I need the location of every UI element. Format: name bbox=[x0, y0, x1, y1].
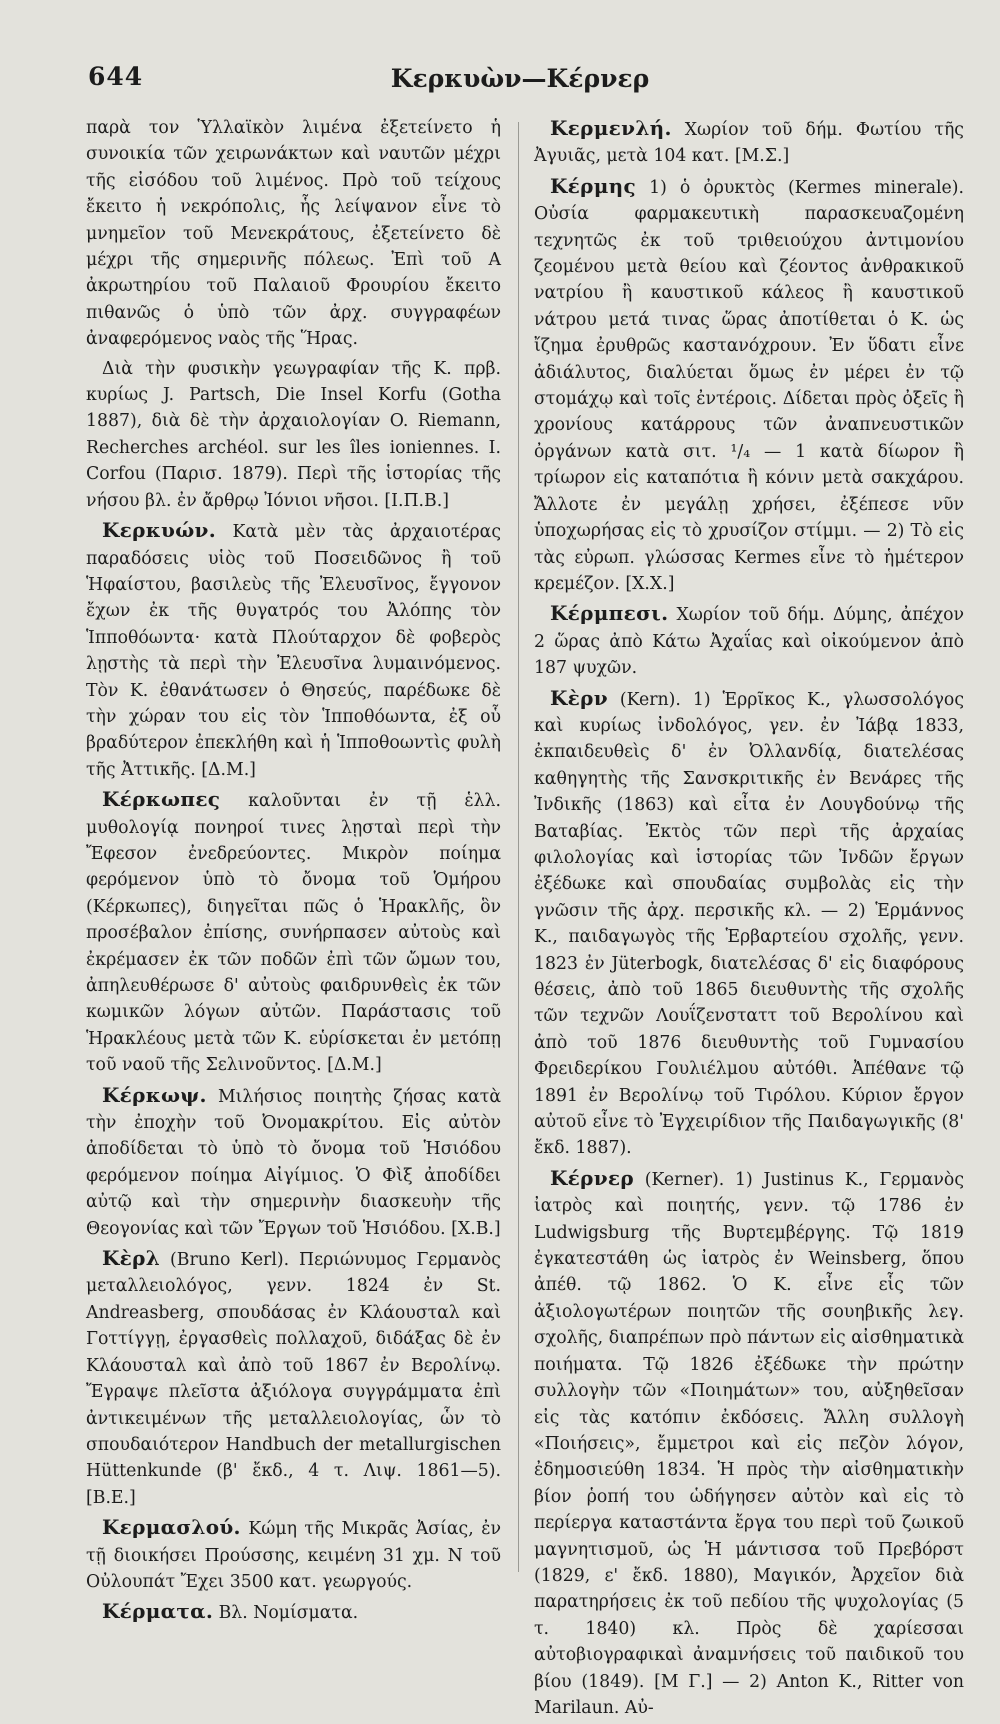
entry-text: Κώμη τῆς Μικρᾶς Ἀσίας, ἐν τῇ διοικήσει Προύσσης, κειμένη 31 χμ. Ν τοῦ Οὐλουπάτ Ἔχει 3500 κατ. γεωργούς. bbox=[86, 1519, 501, 1592]
entry-kerkopes bbox=[86, 786, 501, 1078]
running-head: Κερκυὼν—Κέρνερ bbox=[390, 64, 650, 93]
entry-headword: Κέρματα. bbox=[102, 1599, 214, 1624]
entry-kerner bbox=[534, 1165, 964, 1722]
entry-text: (Bruno Kerl). Περιώνυμος Γερμανὸς μεταλλειολόγος, γενν. 1824 ἐν St. Andreasberg, σπουδάσας ἐν Κλάουσταλ καὶ Γοττίγγῃ, ἐργασθεὶς πολλαχοῦ, διδάξας δὲ ἐν Κλάουσταλ καὶ ἀπὸ τοῦ 1867 ἐν Βερολίνῳ. Ἔγραψε πλεῖστα ἀξιόλογα συγγράμματα ἐπὶ ἀντικειμένων τῆς μεταλλειολογίας, ὧν τὸ σπουδαιότερον Handbuch der metallurgischen Hüttenkunde (β' ἔκδ., 4 τ. Λιψ. 1861—5). [Β.Ε.] bbox=[86, 1250, 501, 1508]
entry-headword: Κέρκωψ. bbox=[102, 1082, 207, 1107]
entry-headword: Κερκυών. bbox=[102, 518, 216, 543]
entry-headword: Κερμασλού. bbox=[102, 1515, 241, 1540]
entry-kerkops bbox=[86, 1082, 501, 1242]
entry-kermata bbox=[86, 1598, 501, 1626]
entry-headword: Κέρμπεσι. bbox=[550, 601, 669, 626]
entry-text: Διὰ τὴν φυσικὴν γεωγραφίαν τῆς Κ. πρβ. κυρίως J. Partsch, Die Insel Korfu (Gotha 1887), διὰ δὲ τὴν ἀρχαιολογίαν O. Riemann, Recherches archéol. sur les îles ioniennes. I. Corfou (Παρισ. 1879). Περὶ τῆς ἱστορίας τῆς νήσου βλ. ἐν ἄρθρῳ Ἰόνιοι νῆσοι. [Ι.Π.Β.] bbox=[86, 358, 501, 511]
right-column bbox=[534, 115, 964, 1724]
entry-headword: Κέρμης bbox=[550, 173, 636, 198]
entry-kerkyon bbox=[86, 517, 501, 783]
entry-text: (Kerner). 1) Justinus K., Γερμανὸς ἰατρὸς καὶ ποιητής, γενν. τῷ 1786 ἐν Ludwigsburg τῆς Βυρτεμβέργης. Τῷ 1819 ἐγκατεστάθη ὡς ἰατρὸς ἐν Weinsberg, ὅπου ἀπέθ. τῷ 1862. Ὁ Κ. εἶνε εἷς τῶν ἀξιολογωτέρων ποιητῶν τῆς σουηβικῆς λεγ. σχολῆς, διαπρέπων πρὸ πάντων εἰς αἰσθηματικὰ ποιήματα. Τῷ 1826 ἐξέδωκε τὴν πρώτην συλλογὴν τῶν «Ποιημάτων» του, αὐξηθεῖσαν εἰς τὰς κατόπιν ἐκδόσεις. Ἄλλη συλλογὴ «Ποιήσεις», ἔμμετροι καὶ εἰς πεζὸν λόγον, ἐδημοσιεύθη 1834. Ἡ πρὸς τὴν αἰσθηματικὴν βίον ῥοπή του ὡδήγησεν αὐτὸν καὶ εἰς τὸ περίεργα καταστάντα ἔργα του περὶ τοῦ ζωικοῦ μαγνητισμοῦ, ὡς Ἡ μάντισσα τοῦ Πρεβόρστ (1829, ε' ἔκδ. 1880), Μαγικόν, Ἀρχεῖον διὰ παρατηρήσεις ἐκ τοῦ πεδίου τῆς ψυχολογίας (5 τ. 1840) κλ. Πρὸς δὲ χαρίεσσαι αὐτοβιογραφικαὶ ἀναμνήσεις τοῦ παιδικοῦ του βίου (1849). [Μ Γ.] — 2) Anton K., Ritter von Marilaun. Αὐ- bbox=[534, 1169, 964, 1718]
entry-headword: Κέρκωπες bbox=[102, 787, 221, 812]
entry-text: παρὰ τον Ὑλλαϊκὸν λιμένα ἐξετείνετο ἡ συνοικία τῶν χειρωνάκτων καὶ ναυτῶν μέχρι τῆς εἰσόδου τοῦ λιμένος. Πρὸ τοῦ τείχους ἔκειτο ἡ νεκρόπολις, ἧς λείψανον εἶνε τὸ μνημεῖον τοῦ Μενεκράτους, ἐξετείνετο δὲ μέχρι τῆς σημερινῆς πόλεως. Ἐπὶ τοῦ Α ἀκρωτηρίου τοῦ Παλαιοῦ Φρουρίου ἔκειτο πιθανῶς ὁ ὑπὸ τῶν ἀρχ. συγγραφέων ἀναφερόμενος ναὸς τῆς Ἥρας. bbox=[86, 118, 501, 350]
entry-text: Βλ. Νομίσματα. bbox=[213, 1603, 359, 1624]
entry-text: Χωρίον τοῦ δήμ. Δύμης, ἀπέχον 2 ὥρας ἀπὸ Κάτω Ἀχαΐας καὶ οἰκούμενον ἀπὸ 187 ψυχῶν. bbox=[534, 605, 964, 679]
left-column bbox=[86, 115, 501, 1630]
entry-text: Χωρίον τοῦ δήμ. Φωτίου τῆς Ἀγυιᾶς, μετὰ 104 κατ. [Μ.Σ.] bbox=[534, 120, 964, 167]
entry-headword: Κέρνερ bbox=[550, 1165, 634, 1190]
entry-kermenli bbox=[534, 115, 964, 170]
entry-headword: Κὲρλ bbox=[102, 1246, 161, 1271]
entry-kermes bbox=[534, 173, 964, 598]
column-divider bbox=[518, 122, 519, 1572]
entry-text: (Kern). 1) Ἑρρῖκος Κ., γλωσσολόγος καὶ κυρίως ἰνδολόγος, γεν. ἐν Ἰάβᾳ 1833, ἐκπαιδευθεὶς δ' ἐν Ὀλλανδίᾳ, διατελέσας καθηγητὴς τῆς Σανσκριτικῆς ἐν Βενάρες τῆς Ἰνδικῆς (1863) καὶ εἶτα ἐν Λουγδούνῳ τῆς Βαταβίας. Ἐκτὸς τῶν περὶ τῆς ἀρχαίας φιλολογίας καὶ ἱστορίας τῶν Ἰνδῶν ἔργων ἐξέδωκε καὶ σπουδαίας συμβολὰς εἰς τὴν γνῶσιν τῆς ἀρχ. περσικῆς κλ. — 2) Ἑρμάννος Κ., παιδαγωγὸς τῆς Ἑρβαρτείου σχολῆς, γενν. 1823 ἐν Jüterbogk, διατελέσας δ' εἰς διαφόρους θέσεις, ἀπὸ τοῦ 1865 διευθυντὴς τῆς σχολῆς τῶν τεχνῶν Λουΐζενσταττ τοῦ Βερολίνου καὶ ἀπὸ τοῦ 1876 διευθυντὴς τοῦ Γυμνασίου Φρειδερίκου Γουλιέλμου αὐτόθι. Ἀπέθανε τῷ 1891 ἐν Βερολίνῳ τοῦ Τιρόλου. Κύριον ἔργον αὐτοῦ εἶνε τὸ Ἐγχειρίδιον τῆς Παιδαγωγικῆς (8' ἔκδ. 1887). bbox=[534, 689, 964, 1159]
entry-kerkyra-biblio bbox=[86, 356, 501, 514]
entry-text: καλοῦνται ἐν τῇ ἑλλ. μυθολογίᾳ πονηροί τινες λῃσταὶ περὶ τὴν Ἔφεσον ἐνεδρεύοντες. Μικρὸν ποίημα φερόμενον ὑπὸ τὸ ὄνομα τοῦ Ὁμήρου (Κέρκωπες), διηγεῖται πῶς ὁ Ἡρακλῆς, ὃν προσέβαλον ἐπίσης, συνήρπασεν αὐτοὺς καὶ ἐκρέμασεν ἐκ τῶν ποδῶν ἐπὶ τῶν ὤμων του, ἀπηλευθέρωσε δ' αὐτοὺς φαιδρυνθεὶς ἐκ τῶν κωμικῶν λόγων αὐτῶν. Παράστασις τοῦ Ἡρακλέους μετὰ τῶν Κ. εὑρίσκεται ἐν μετόπῃ τοῦ ναοῦ τῆς Σελινοῦντος. [Δ.Μ.] bbox=[86, 791, 501, 1076]
entry-kermpesi bbox=[534, 600, 964, 681]
entry-cont-kerkyra bbox=[86, 115, 501, 353]
entry-kern bbox=[534, 685, 964, 1162]
page-number: 644 bbox=[88, 62, 144, 91]
entry-headword: Κερμενλή. bbox=[550, 116, 672, 140]
entry-text: Μιλήσιος ποιητὴς ζήσας κατὰ τὴν ἐποχὴν τοῦ Ὀνομακρίτου. Εἰς αὐτὸν ἀποδίδεται τὸ ὑπὸ τὸ ὄνομα τοῦ Ἡσιόδου φερόμενον ποίημα Αἰγίμιος. Ὁ Φὶξ ἀποδίδει αὐτῷ καὶ τὴν σημερινὴν διασκευὴν τῆς Θεογονίας καὶ τῶν Ἔργων τοῦ Ἡσιόδου. [Χ.Β.] bbox=[86, 1086, 501, 1239]
entry-text: 1) ὁ ὀρυκτὸς (Kermes minerale). Οὐσία φαρμακευτικὴ παρασκευαζομένη τεχνητῶς ἐκ τοῦ τριθειούχου ἀντιμονίου ζεομένου μετὰ θείου καὶ ζέοντος ἀνθρακικοῦ νατρίου ἢ καυστικοῦ κάλεος ἢ καυστικοῦ νάτρου μετά τινας ὥρας ἀποτίθεται ὁ Κ. ὡς ἴζημα ἐρυθρῶς καστανόχρουν. Ἐν ὕδατι εἶνε ἀδιάλυτος, διαλύεται ὅμως ἐν μέρει ἐν τῷ στομάχῳ καὶ τοῖς ἐντέροις. Δίδεται πρὸς ὀξεῖς ἢ χρονίους κατάρρους τῶν ἀναπνευστικῶν ὀργάνων κατὰ σιτ. ¹/₄ — 1 κατὰ δίωρον ἢ τρίωρον εἰς καταπότια ἢ κόνιν μετὰ σακχάρου. Ἄλλοτε ἐν μεγάλῃ χρήσει, ἐξέπεσε νῦν ὑποχωρήσας εἰς τὸ χρυσίζον στίμμι. — 2) Τὸ εἰς τὰς εὐρωπ. γλώσσας Kermes εἶνε τὸ ἡμέτερον κρεμέζον. [Χ.Χ.] bbox=[534, 177, 964, 594]
entry-text: Κατὰ μὲν τὰς ἀρχαιοτέρας παραδόσεις υἱὸς τοῦ Ποσειδῶνος ἢ τοῦ Ἡφαίστου, βασιλεὺς τῆς Ἐλευσῖνος, ἔγγονον ἔχων ἐκ τῆς θυγατρός του Ἀλόπης τὸν Ἱπποθόωντα· κατὰ Πλούταρχον δὲ φοβερὸς λῃστὴς τὰ περὶ τὴν Ἐλευσῖνα λυμαινόμενος. Τὸν Κ. ἐθανάτωσεν ὁ Θησεύς, παρέδωκε δὲ τὴν χώραν του εἰς τὸν Ἱπποθόωντα, ἐξ οὗ βραδύτερον ἐπεκλήθη καὶ ἡ Ἱπποθοωντὶς φυλὴ τῆς Ἀττικῆς. [Δ.Μ.] bbox=[86, 522, 501, 780]
entry-kerl bbox=[86, 1245, 501, 1511]
entry-kermasolou bbox=[86, 1514, 501, 1595]
entry-headword: Κὲρν bbox=[550, 685, 608, 710]
